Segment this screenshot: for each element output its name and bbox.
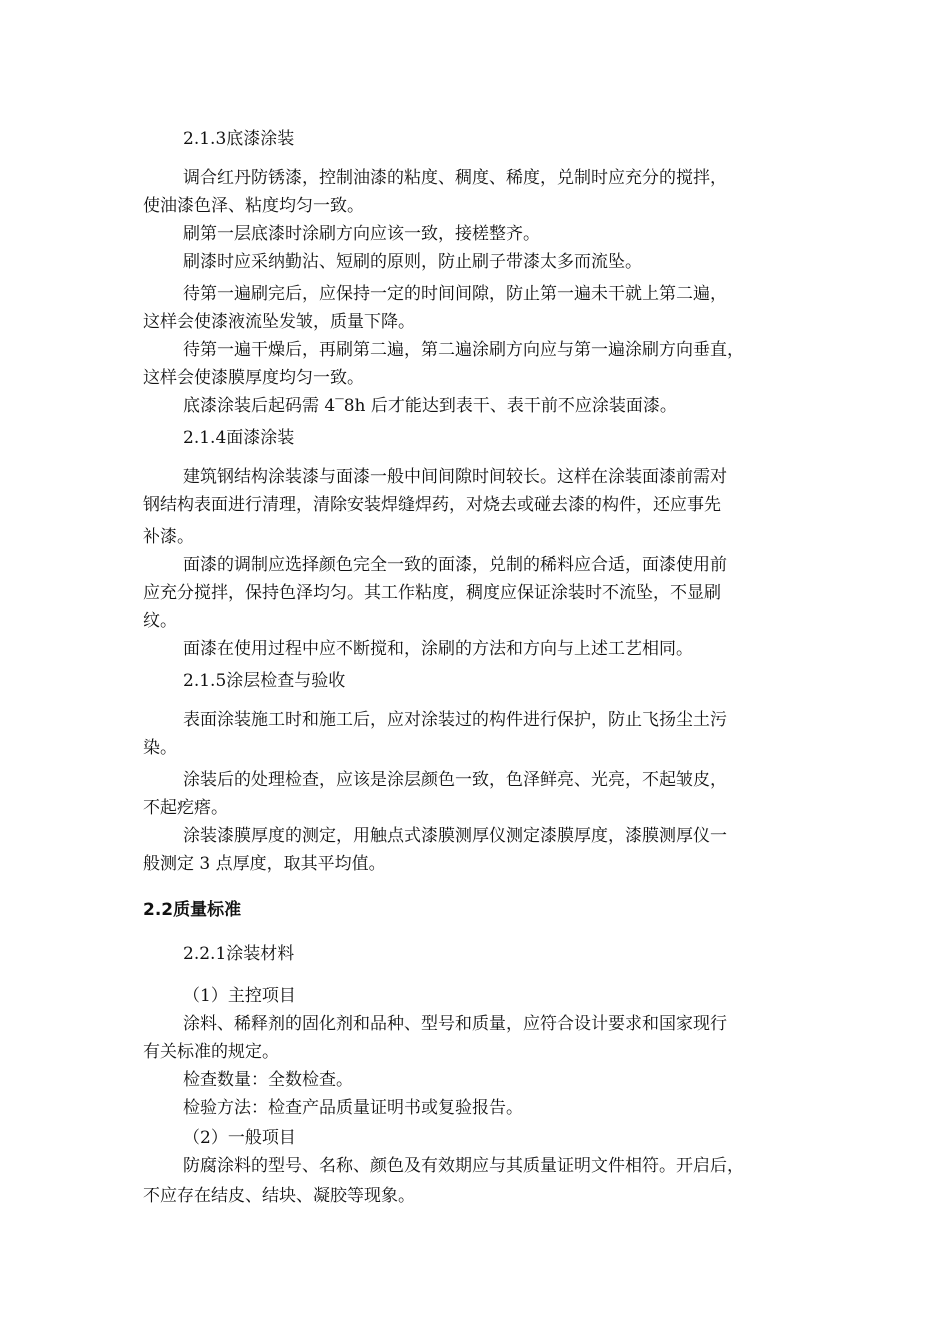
paragraph-line: 涂料、稀释剂的固化剂和品种、型号和质量，应符合设计要求和国家现行	[183, 1014, 727, 1034]
heading-2-1-5: 2.1.5涂层检查与验收	[183, 671, 346, 691]
paragraph-line: 不应存在结皮、结块、凝胶等现象。	[143, 1186, 415, 1206]
heading-2-2-1: 2.2.1涂装材料	[183, 944, 295, 964]
paragraph-line: 有关标准的规定。	[143, 1042, 279, 1062]
paragraph-line: 底漆涂装后起码需 4‾8h 后才能达到表干、表干前不应涂装面漆。	[183, 396, 677, 416]
paragraph-line: 建筑钢结构涂装漆与面漆一般中间间隙时间较长。这样在涂装面漆前需对	[183, 467, 727, 487]
paragraph-line: 刷第一层底漆时涂刷方向应该一致，接槎整齐。	[183, 224, 540, 244]
paragraph-line: 使油漆色泽、粘度均匀一致。	[143, 196, 364, 216]
paragraph-line: 补漆。	[143, 527, 194, 547]
paragraph-line: 面漆的调制应选择颜色完全一致的面漆，兑制的稀料应合适，面漆使用前	[183, 555, 727, 575]
paragraph-line: 检验方法：检查产品质量证明书或复验报告。	[183, 1098, 523, 1118]
heading-2-2: 2.2质量标准	[143, 900, 242, 920]
heading-2-1-4: 2.1.4面漆涂装	[183, 428, 295, 448]
paragraph-line: 涂装漆膜厚度的测定，用触点式漆膜测厚仪测定漆膜厚度，漆膜测厚仪一	[183, 826, 727, 846]
paragraph-line: 钢结构表面进行清理，清除安装焊缝焊药，对烧去或碰去漆的构件，还应事先	[143, 495, 721, 515]
paragraph-line: 调合红丹防锈漆，控制油漆的粘度、稠度、稀度，兑制时应充分的搅拌，	[183, 168, 727, 188]
paragraph-line: 涂装后的处理检查，应该是涂层颜色一致，色泽鲜亮、光亮，不起皱皮，	[183, 770, 727, 790]
list-item-heading: （2）一般项目	[183, 1128, 296, 1148]
paragraph-line: 检查数量：全数检查。	[183, 1070, 353, 1090]
paragraph-line: 染。	[143, 738, 177, 758]
paragraph-line: 防腐涂料的型号、名称、颜色及有效期应与其质量证明文件相符。开启后，	[183, 1156, 744, 1176]
paragraph-line: 待第一遍刷完后，应保持一定的时间间隙，防止第一遍未干就上第二遍，	[183, 284, 727, 304]
heading-2-1-3: 2.1.3底漆涂装	[183, 129, 295, 149]
paragraph-line: 表面涂装施工时和施工后，应对涂装过的构件进行保护，防止飞扬尘土污	[183, 710, 727, 730]
paragraph-line: 纹。	[143, 611, 177, 631]
paragraph-line: 待第一遍干燥后，再刷第二遍，第二遍涂刷方向应与第一遍涂刷方向垂直，	[183, 340, 744, 360]
paragraph-line: 这样会使漆膜厚度均匀一致。	[143, 368, 364, 388]
paragraph-line: 面漆在使用过程中应不断搅和，涂刷的方法和方向与上述工艺相同。	[183, 639, 693, 659]
paragraph-line: 应充分搅拌，保持色泽均匀。其工作粘度，稠度应保证涂装时不流坠，不显刷	[143, 583, 721, 603]
paragraph-line: 这样会使漆液流坠发皱，质量下降。	[143, 312, 415, 332]
list-item-heading: （1）主控项目	[183, 986, 296, 1006]
paragraph-line: 刷漆时应采纳勤沾、短刷的原则，防止刷子带漆太多而流坠。	[183, 252, 642, 272]
paragraph-line: 不起疙瘩。	[143, 798, 228, 818]
paragraph-line: 般测定 3 点厚度，取其平均值。	[143, 854, 386, 874]
